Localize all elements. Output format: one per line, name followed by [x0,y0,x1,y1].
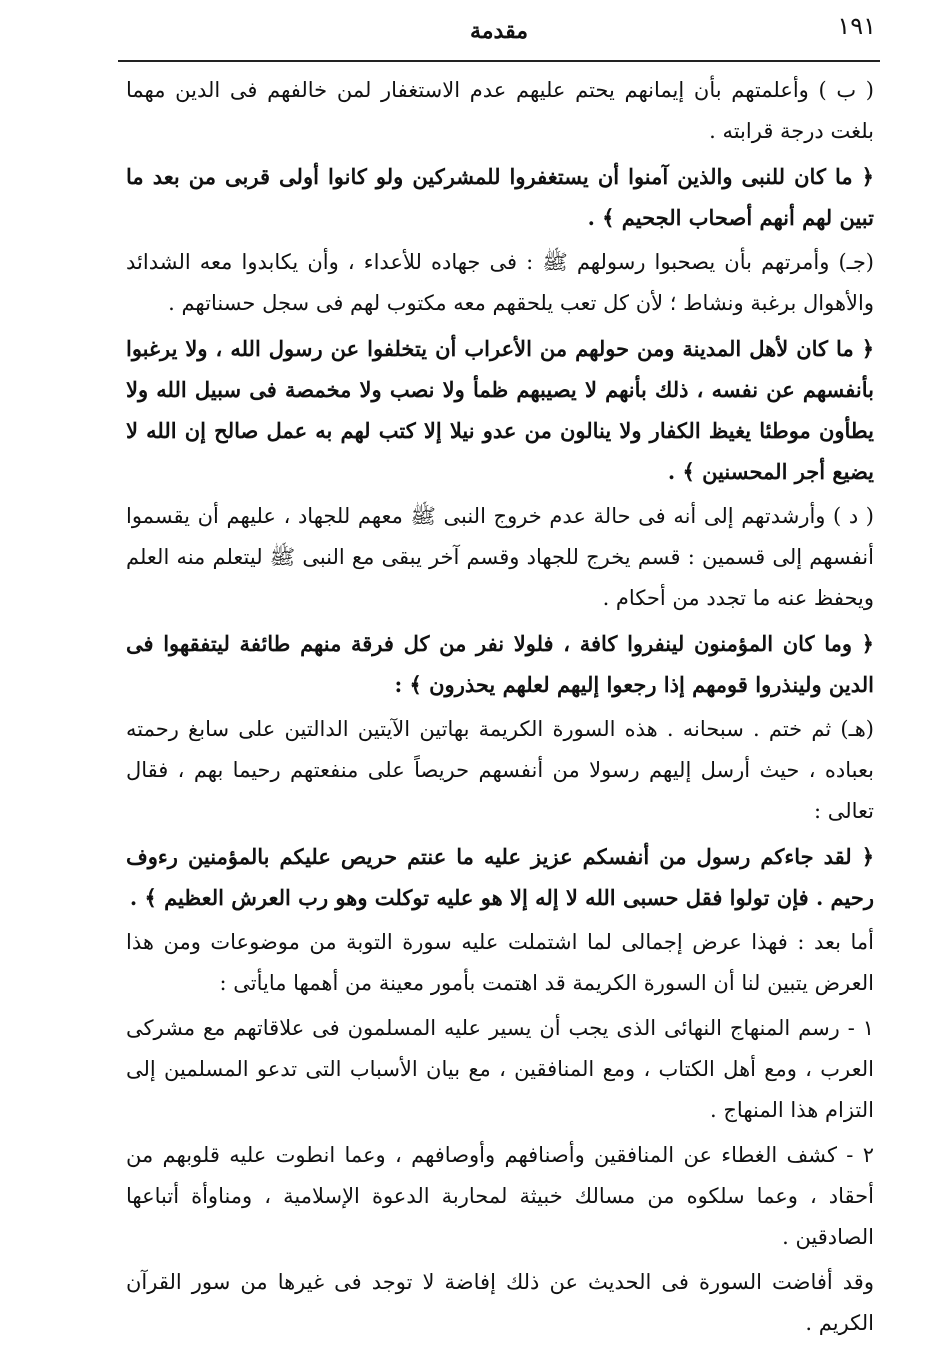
list-item-1: ١ - رسم المنهاج النهائى الذى يجب أن يسير عليه المسلمون فى علاقاتهم مع مشركى العرب ، ومع أهل الكتاب ، ومع المنافقين ، مع بيان الأسباب التى تدعو المسلمين إلى التزام هذا المنهاج . [126,1016,874,1122]
page-header [118,8,880,58]
verse-1: ﴿ ما كان للنبى والذين آمنوا أن يستغفروا للمشركين ولو كانوا أولى قربى من بعد ما تبين لهم أنهم أصحاب الجحيم ﴾ . [126,164,874,230]
body-text [126,70,874,1348]
verse-4: ﴿ لقد جاءكم رسول من أنفسكم عزيز عليه ما عنتم حريص عليكم بالمؤمنين رءوف رحيم . فإن تولوا فقل حسبى الله لا إله إلا هو عليه توكلت وهو رب العرش العظيم ﴾ . [126,844,874,910]
paragraph-d: ( د ) وأرشدتهم إلى أنه فى حالة عدم خروج النبى ﷺ معهم للجهاد ، عليهم أن يقسموا أنفسهم إلى قسمين : قسم يخرج للجهاد وقسم آخر يبقى مع النبى ﷺ ليتعلم منه العلم ويحفظ عنه ما تجدد من أحكام . [126,504,874,610]
paragraph-summary: أما بعد : فهذا عرض إجمالى لما اشتملت عليه سورة التوبة من موضوعات ومن هذا العرض يتبين لنا أن السورة الكريمة قد اهتمت بأمور معينة من أهمها مايأتى : [126,930,874,995]
paragraph-closing: وقد أفاضت السورة فى الحديث عن ذلك إفاضة لا توجد فى غيرها من سور القرآن الكريم . [126,1270,874,1335]
page-number: ١٩١ [837,12,876,40]
paragraph-h: (هـ) ثم ختم . سبحانه . هذه السورة الكريمة بهاتين الآيتين الدالتين على سابغ رحمته بعباده ، حيث أرسل إليهم رسولا من أنفسهم حريصاً على منفعتهم رحيما بهم ، فقال تعالى : [126,717,874,823]
running-title: مقدمة [469,18,529,44]
paragraph-b: ( ب ) وأعلمتهم بأن إيمانهم يحتم عليهم عدم الاستغفار لمن خالفهم فى الدين مهما بلغت درجة قرابته . [126,78,874,143]
verse-2: ﴿ ما كان لأهل المدينة ومن حولهم من الأعراب أن يتخلفوا عن رسول الله ، ولا يرغبوا بأنفسهم عن نفسه ، ذلك بأنهم لا يصيبهم ظمأ ولا نصب ولا مخمصة فى سبيل الله ولا يطأون موطئا يغيظ الكفار ولا ينالون من عدو نيلا إلا كتب لهم به عمل صالح إن الله لا يضيع أجر المحسنين ﴾ . [126,336,874,484]
header-rule [118,60,880,62]
verse-3: ﴿ وما كان المؤمنون لينفروا كافة ، فلولا نفر من كل فرقة منهم طائفة ليتفقهوا فى الدين ولينذروا قومهم إذا رجعوا إليهم لعلهم يحذرون ﴾ : [126,631,874,697]
paragraph-j: (جـ) وأمرتهم بأن يصحبوا رسولهم ﷺ : فى جهاده للأعداء ، وأن يكابدوا معه الشدائد والأهوال برغبة ونشاط ؛ لأن كل تعب يلحقهم معه مكتوب لهم فى سجل حسناتهم . [126,250,874,315]
list-item-2: ٢ - كشف الغطاء عن المنافقين وأصنافهم وأوصافهم ، وعما انطوت عليه قلوبهم من أحقاد ، وعما سلكوه من مسالك خبيثة لمحاربة الدعوة الإسلامية ، ومناوأة أتباعها الصادقين . [126,1143,874,1249]
